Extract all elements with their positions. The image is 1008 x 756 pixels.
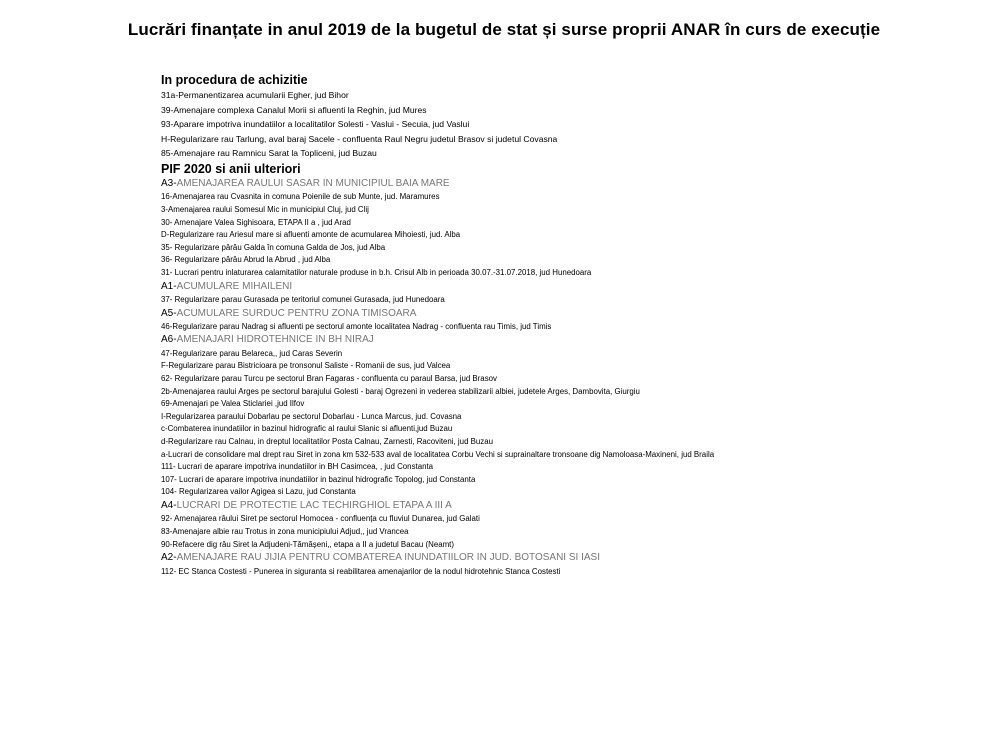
list-item: 35- Regularizare pârâu Galda în comuna Galda de Jos, jud Alba: [161, 242, 386, 252]
list-item: 92- Amenajarea râului Siret pe sectorul Homocea - confluența cu fluviul Dunarea, jud Galati: [161, 514, 480, 524]
group-heading: [161, 333, 1001, 347]
group-name: ACUMULARE SURDUC PENTRU ZONA TIMISOARA: [176, 307, 417, 319]
list-item: 111- Lucrari de aparare impotriva inundatiilor in BH Casimcea, , jud Constanta: [161, 462, 434, 472]
list-item: 3-Amenajarea raului Somesul Mic in municipiul Cluj, jud Clij: [161, 204, 369, 214]
list-item: 90-Refacere dig râu Siret la Adjudeni-Tămășeni,, etapa a II a judetul Bacau (Neamt): [161, 539, 454, 549]
list-item: 46-Regularizare parau Nadrag si afluenti pe sectorul amonte localitatea Nadrag - confluenta rau Timis, jud Timis: [161, 321, 552, 331]
list-item: d-Regularizare rau Calnau, in dreptul localitatilor Posta Calnau, Zarnesti, Racoviteni, jud Buzau: [161, 437, 494, 447]
list-item: 39-Amenajare complexa Canalul Morii si afluenti la Reghin, jud Mures: [161, 104, 427, 115]
group-code: A2-: [161, 552, 177, 564]
list-item: I-Regularizarea paraului Dobarlau pe sectorul Dobarlau - Lunca Marcus, jud. Covasna: [161, 411, 462, 421]
list-item: D-Regularizare rau Ariesul mare si afluenti amonte de acumularea Mihoiesti, jud. Alba: [161, 230, 461, 240]
group-name: ACUMULARE MIHAILENI: [176, 280, 293, 292]
section-heading-procurement: In procedura de achizitie: [161, 73, 308, 87]
page-title: Lucrări finanțate in anul 2019 de la bugetul de stat și surse proprii ANAR în curs de execuție: [127, 20, 881, 39]
list-item: 36- Regularizare pârâu Abrud la Abrud , jud Alba: [161, 255, 331, 265]
document-body: [161, 72, 1001, 578]
list-item: 107- Lucrari de aparare impotriva inundatiilor in bazinul hidrografic Topolog, jud Constanta: [161, 474, 476, 484]
group-code: A1-: [161, 280, 177, 292]
group-name: AMENAJAREA RAULUI SASAR IN MUNICIPIUL BAIA MARE: [176, 177, 450, 189]
list-item: 69-Amenajari pe Valea Sticlariei ,jud Ilfov: [161, 399, 305, 409]
list-item: 31- Lucrari pentru inlaturarea calamitatilor naturale produse in b.h. Crisul Alb in perioada 30.07.-31.07.2018, jud Hunedoara: [161, 267, 592, 277]
list-item: 62- Regularizare parau Turcu pe sectorul Bran Fagaras - confluenta cu paraul Barsa, jud Brasov: [161, 374, 497, 384]
list-item: 83-Amenajare albie rau Trotus in zona municipiului Adjud,, jud Vrancea: [161, 526, 409, 536]
group-name: AMENAJARE RAU JIJIA PENTRU COMBATEREA INUNDATIILOR IN JUD. BOTOSANI SI IASI: [176, 552, 600, 564]
group-code: A6-: [161, 334, 177, 346]
list-item: 93-Aparare impotriva inundatiilor a localitatilor Solesti - Vaslui - Secuia, jud Vaslui: [161, 119, 470, 130]
section-heading-pif-2020: PIF 2020 si anii ulteriori: [161, 161, 301, 176]
list-item: c-Combaterea inundatiilor in bazinul hidrografic al raului Slanic si afluenti,jud Buzau: [161, 424, 453, 434]
group-code: A5-: [161, 307, 177, 319]
group-heading: [161, 551, 1001, 565]
group-heading: [161, 499, 1001, 513]
list-item: 112- EC Stanca Costesti - Punerea in siguranta si reabilitarea amenajarilor de la nodul hidrotehnic Stanca Costesti: [161, 566, 561, 576]
list-item: 30- Amenajare Valea Sighisoara, ETAPA II a , jud Arad: [161, 217, 351, 227]
list-item: 37- Regularizare parau Gurasada pe teritoriul comunei Gurasada, jud Hunedoara: [161, 294, 445, 304]
group-name: LUCRARI DE PROTECTIE LAC TECHIRGHIOL ETAPA A III A: [176, 500, 452, 511]
list-item: 47-Regularizare parau Belareca,, jud Caras Severin: [161, 348, 343, 358]
group-heading: [161, 177, 1001, 191]
list-item: a-Lucrari de consolidare mal drept rau Siret in zona km 532-533 aval de localitatea Corbu Vechi si suprainaltare tronsoane dig Namoloasa-Maxineni, jud Braila: [161, 449, 715, 459]
group-heading: [161, 307, 1001, 321]
list-item: 16-Amenajarea rau Cvasnita in comuna Poienile de sub Munte, jud. Maramures: [161, 192, 440, 202]
list-item: 104- Regularizarea vailor Agigea si Lazu, jud Constanta: [161, 487, 356, 497]
group-code: A3-: [161, 177, 177, 189]
list-item: 85-Amenajare rau Ramnicu Sarat la Topliceni, jud Buzau: [161, 148, 377, 159]
list-item: 2b-Amenajarea raului Arges pe sectorul barajului Golesti - baraj Ogrezeni in vederea stabilizarii albiei, judetele Arges, Dambovita, Giurgiu: [161, 386, 640, 396]
list-item: F-Regularizare parau Bistricioara pe tronsonul Saliste - Romanii de sus, jud Valcea: [161, 361, 451, 371]
group-code: A4-: [161, 500, 177, 511]
group-heading: [161, 280, 1001, 294]
list-item: H-Regularizare rau Tarlung, aval baraj Sacele - confluenta Raul Negru judetul Brasov si judetul Covasna: [161, 133, 558, 144]
list-item: 31a-Permanentizarea acumularii Egher, jud Bihor: [161, 90, 349, 100]
group-name: AMENAJARI HIDROTEHNICE IN BH NIRAJ: [176, 334, 374, 346]
